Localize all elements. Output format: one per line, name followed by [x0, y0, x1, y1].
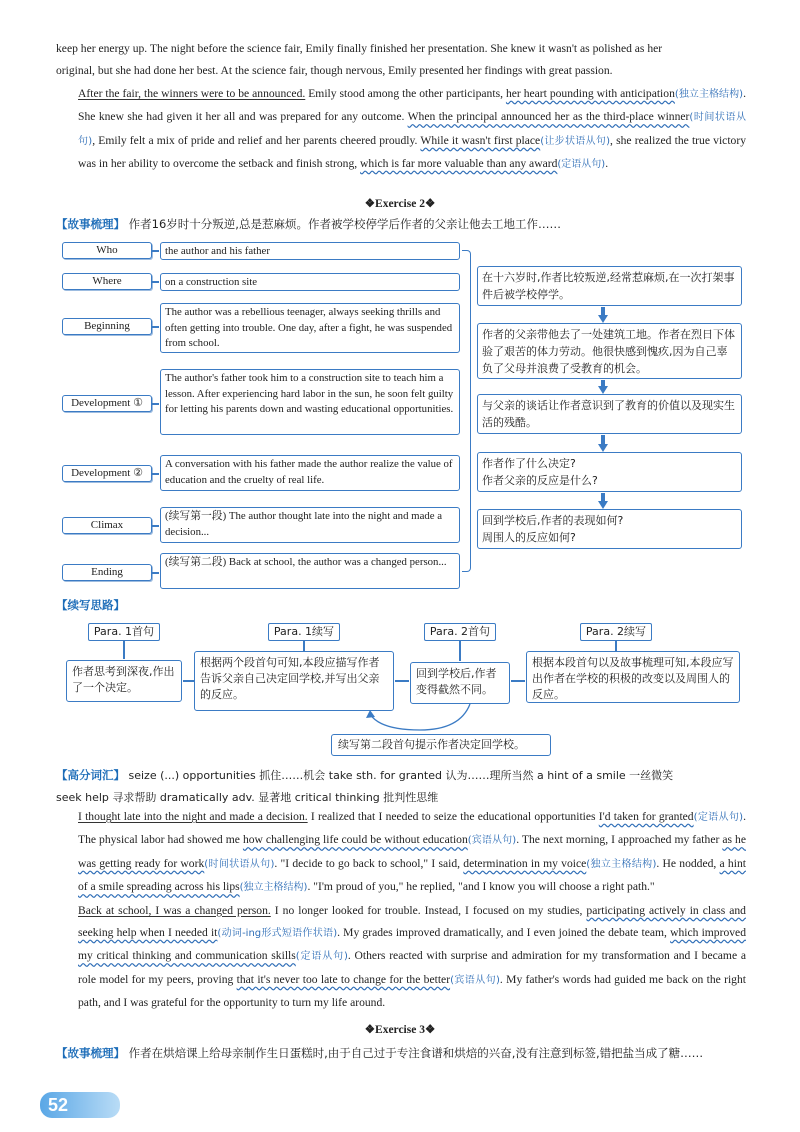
box-ending: (续写第二段) Back at school, the author was a changed person...: [160, 553, 460, 589]
wavy-phrase: how challenging life could be without education: [242, 833, 468, 847]
vocab-text: seize (...) opportunities 抓住……机会 take sth. for granted 认为……理所当然 a hint of a smile 一丝微笑: [125, 769, 674, 782]
down-arrow-icon: [598, 386, 608, 394]
cn-box-1: 在十六岁时,作者比较叛逆,经常惹麻烦,在一次打架事件后被学校停学。: [477, 266, 742, 306]
idea-box-3: 回到学校后,作者变得截然不同。: [410, 662, 510, 704]
label-climax: Climax: [62, 517, 152, 534]
vocab-tag: 【高分词汇】: [56, 768, 125, 782]
grammar-note: (动词-ing形式短语作状语): [217, 928, 338, 940]
text: . He nodded,: [656, 856, 720, 870]
text: . "I'm proud of you," he replied, "and I know you will choose a right path.": [307, 880, 655, 894]
grammar-note: (独立主格结构): [239, 882, 308, 894]
grammar-note: (独立主格结构): [674, 88, 744, 100]
text: . My father's words had guided me back on the right path, and I was grateful for the opportunity to turn my life around.: [78, 972, 746, 1010]
essay-para-1: [56, 806, 746, 900]
grammar-note: (定语从句): [693, 812, 744, 823]
wavy-phrase: When the principal announced her as the third-place winner: [407, 110, 690, 124]
box-climax: (续写第一段) The author thought late into the night and made a decision...: [160, 507, 460, 543]
down-arrow-icon: [598, 501, 608, 509]
connector: [151, 525, 159, 527]
wavy-phrase: While it wasn't first place: [420, 133, 541, 147]
wavy-phrase: as he was getting ready for work: [78, 833, 746, 870]
wavy-phrase: her heart pounding with anticipation: [505, 86, 675, 100]
cn-box-3: 与父亲的谈话让作者意识到了教育的价值以及现实生活的残酷。: [477, 394, 742, 434]
cn-box-4: 作者作了什么决定? 作者父亲的反应是什么?: [477, 452, 742, 492]
label-ending: Ending: [62, 564, 152, 581]
cn-box-5: 回到学校后,作者的表现如何? 周围人的反应如何?: [477, 509, 742, 549]
exercise-3-title: ❖Exercise 3❖: [364, 1024, 436, 1036]
box-beginning: The author was a rebellious teenager, always seeking thrills and often getting into trouble. One day, after a fight, he was suspended from school.: [160, 303, 460, 353]
connector: [151, 572, 159, 574]
tab-para1-continue: Para. 1续写: [268, 623, 340, 641]
tab-para2-continue: Para. 2续写: [580, 623, 652, 641]
wavy-phrase: which improved my critical thinking and communication skills: [78, 926, 747, 963]
connector: [151, 281, 159, 283]
label-development-1: Development ①: [62, 395, 152, 412]
idea-box-4: 根据本段首句以及故事梳理可知,本段应写出作者在学校的积极的改变以及周围人的反应。: [526, 651, 740, 703]
box-who: the author and his father: [160, 242, 460, 260]
label-where: Where: [62, 273, 152, 290]
story-tag: 【故事梳理】: [56, 1046, 125, 1060]
text-line: original, but she had done her best. At the science fair, though nervous, Emily presented her findings with great passion.: [56, 64, 613, 78]
text: I realized that I needed to seize the educational opportunities: [307, 810, 599, 823]
grammar-note: (独立主格结构): [586, 858, 657, 870]
connector: [615, 641, 617, 651]
connector: [151, 403, 159, 405]
box-development-2: A conversation with his father made the author realize the value of education and the cruelty of real life.: [160, 455, 460, 491]
exercise-2-title: ❖Exercise 2❖: [364, 198, 436, 210]
essay-para-2: [56, 900, 746, 1015]
text: .: [605, 157, 609, 171]
text: . The next morning, I approached my father: [516, 833, 723, 847]
down-arrow-icon: [598, 444, 608, 452]
text-line: keep her energy up. The night before the science fair, Emily finally finished her presentation. She knew it wasn't as polished as her: [56, 42, 663, 55]
underlined-sentence: Back at school, I was a changed person.: [78, 903, 271, 917]
idea-box-1: 作者思考到深夜,作出了一个决定。: [66, 660, 182, 702]
connector: [511, 680, 525, 682]
grammar-note: (时间状语从句): [204, 858, 275, 870]
grammar-note: (定语从句): [295, 951, 348, 963]
cn-box-2: 作者的父亲带他去了一处建筑工地。作者在烈日下体验了艰苦的体力劳动。他很快感到愧疚,因为自己辜负了父母并浪费了受教育的机会。: [477, 323, 742, 379]
grammar-note: (定语从句): [557, 159, 606, 171]
grammar-note: (时间状语从句): [78, 112, 746, 147]
label-development-2: Development ②: [62, 465, 152, 482]
page-badge: [40, 1092, 120, 1118]
vocab-line-1: [56, 764, 756, 787]
connector: [151, 250, 159, 252]
story-summary: [56, 216, 756, 232]
story-text: 作者16岁时十分叛逆,总是惹麻烦。作者被学校停学后作者的父亲让他去工地工作……: [125, 217, 561, 231]
text: . The physical labor had showed me: [78, 810, 746, 847]
connector: [303, 641, 305, 651]
text: . "I decide to go back to school," I said,: [274, 856, 464, 870]
grammar-note: (让步状语从句): [540, 135, 610, 147]
vocabulary: [56, 764, 756, 809]
tab-para2-first: Para. 2首句: [424, 623, 496, 641]
wavy-phrase: participating actively in class and seeking help when I needed it: [78, 903, 746, 940]
down-arrow-icon: [598, 315, 608, 323]
top-paragraph-2: [56, 83, 746, 177]
idea-tag: 【续写思路】: [56, 598, 125, 612]
text: I no longer looked for trouble. Instead, I focused on my studies,: [270, 903, 587, 917]
connector: [151, 326, 159, 328]
text: Emily stood among the other participants,: [305, 86, 506, 100]
text: . My grades improved dramatically, and I even joined the debate team,: [337, 926, 671, 940]
box-development-1: The author's father took him to a construction site to teach him a lesson. After experiencing hard labor in the sun, he soon felt guilty for letting his parents down and wasting educational opportunities.: [160, 369, 460, 435]
connector: [459, 641, 461, 661]
box-where: on a construction site: [160, 273, 460, 291]
top-paragraph: [56, 38, 746, 176]
wavy-phrase: a hint of a smile spreading across his lips: [78, 856, 746, 894]
idea-note: 续写第二段首句提示作者决定回学校。: [331, 734, 551, 756]
underlined-sentence: I thought late into the night and made a decision.: [78, 810, 308, 823]
grammar-note: (宾语从句): [450, 974, 500, 986]
wavy-phrase: determination in my voice: [463, 856, 587, 870]
story-summary-3: [56, 1042, 752, 1064]
text: , she realized the true victory was in her ability to overcome the setback and finish strong,: [78, 133, 746, 171]
connector: [123, 641, 125, 659]
text: . Others reacted with surprise and admiration for my transformation and I became a role model for my peers, proving: [78, 949, 746, 986]
vocab-line-2: seek help 寻求帮助 dramatically adv. 显著地 critical thinking 批判性思维: [56, 791, 439, 804]
tab-para1-first: Para. 1首句: [88, 623, 160, 641]
grammar-note: (宾语从句): [467, 835, 517, 847]
essay: [56, 806, 746, 1015]
bracket: [462, 250, 471, 572]
wavy-phrase: that it's never too late to change for the better: [236, 972, 451, 986]
idea-box-2: 根据两个段首句可知,本段应描写作者告诉父亲自己决定回学校,并写出父亲的反应。: [194, 651, 394, 711]
underlined-sentence: After the fair, the winners were to be announced.: [78, 86, 306, 100]
label-who: Who: [62, 242, 152, 259]
text: . She knew she had given it her all and was prepared for any outcome.: [78, 86, 746, 124]
connector: [395, 680, 409, 682]
story-text: 作者在烘焙课上给母亲制作生日蛋糕时,由于自己过于专注食谱和烘焙的兴奋,没有注意到标签,错把盐当成了糖……: [125, 1046, 704, 1060]
text: , Emily felt a mix of pride and relief and her parents cheered proudly.: [92, 133, 421, 147]
label-beginning: Beginning: [62, 318, 152, 335]
page-number: 52: [48, 1094, 69, 1115]
wavy-phrase: I'd taken for granted: [598, 810, 694, 823]
connector: [151, 473, 159, 475]
wavy-phrase: which is far more valuable than any award: [360, 157, 558, 171]
story-tag: 【故事梳理】: [56, 217, 125, 231]
